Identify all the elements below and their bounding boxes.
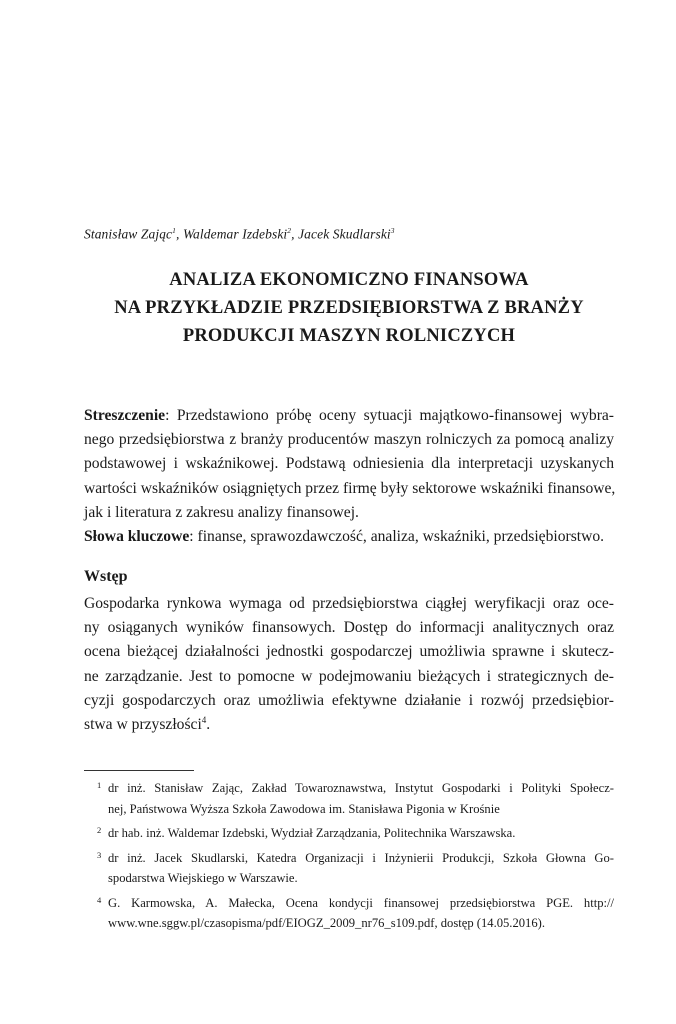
intro-line: ne zarządzanie. Jest to pomocne w podejmowaniu bieżących i strategicznych de- [84, 667, 614, 685]
intro-text: . [206, 716, 211, 734]
footnote-line: spodarstwa Wiejskiego w Warszawie. [108, 871, 298, 885]
section-heading: Wstęp [84, 568, 128, 585]
footnote-marker: 1 [172, 226, 176, 235]
author-name: Jacek Skudlarski [298, 226, 391, 242]
footnote-line: nej, Państwowa Wyższa Szkoła Zawodowa im. Stanisława Pigonia w Krośnie [108, 801, 500, 816]
footnotes [84, 778, 614, 938]
footnote [84, 848, 614, 889]
title-line: ANALIZA EKONOMICZNO FINANSOWA [169, 270, 529, 290]
intro-line: cyzji gospodarczych oraz umożliwia efektywne działanie i rozwój przedsiębior- [84, 691, 614, 709]
abstract-line: nego przedsiębiorstwa z branży producentów maszyn rolniczych za pomocą analizy [84, 431, 614, 449]
abstract-line: wartości wskaźników osiągniętych przez firmę były sektorowe wskaźniki finansowe, [84, 479, 616, 497]
footnote-line: dr hab. inż. Waldemar Izdebski, Wydział Zarządzania, Politechnika Warszawska. [108, 826, 516, 840]
footnote-number: 2 [97, 825, 102, 835]
footnote-line: www.wne.sggw.pl/czasopisma/pdf/EIOGZ_2009_nr76_s109.pdf, dostęp (14.05.2016). [108, 916, 545, 930]
footnote-line: dr inż. Jacek Skudlarski, Katedra Organizacji i Inżynierii Produkcji, Szkoła Głowna Go- [108, 850, 614, 865]
intro-line [84, 713, 614, 737]
footnote-line: dr inż. Stanisław Zając, Zakład Towaroznawstwa, Instytut Gospodarki i Polityki Społecz- [108, 781, 614, 795]
footnote [84, 778, 614, 819]
keywords-text: : finanse, sprawozdawczość, analiza, wskaźniki, przedsiębiorstwo. [189, 528, 605, 546]
intro-line: Gospodarka rynkowa wymaga od przedsiębiorstwa ciągłej weryfikacji oraz oce- [84, 595, 614, 612]
footnote [84, 893, 614, 934]
footnote-marker: 4 [201, 714, 207, 725]
intro-text: stwa w przyszłości [84, 716, 202, 734]
footnote-divider [84, 770, 194, 771]
footnote-line: G. Karmowska, A. Małecka, Ocena kondycji finansowej przedsiębiorstwa PGE. http:// [108, 895, 614, 910]
abstract-label: Streszczenie [84, 407, 166, 424]
separator: , [176, 226, 183, 242]
separator: , [291, 226, 299, 242]
footnote [84, 823, 614, 844]
intro-line: ny osiąganych wyników finansowych. Dostęp do informacji analitycznych oraz [84, 619, 614, 637]
abstract-line [84, 404, 614, 428]
abstract-line: podstawowej i wskaźnikowej. Podstawą odniesienia dla interpretacji uzyskanych [84, 455, 614, 473]
title-line: NA PRZYKŁADZIE PRZEDSIĘBIORSTWA Z BRANŻY [114, 298, 584, 318]
title-line: PRODUKCJI MASZYN ROLNICZYCH [182, 326, 516, 346]
footnote-number: 3 [97, 849, 102, 860]
author-name: Stanisław Zając [84, 226, 173, 242]
footnote-number: 4 [97, 894, 102, 905]
paper-title [84, 266, 614, 350]
intro-paragraph [84, 592, 614, 737]
keywords-label: Słowa kluczowe [84, 528, 190, 546]
keywords-line [84, 525, 614, 549]
intro-line: ocena bieżącej działalności jednostki gospodarczej umożliwia sprawne i skutecz- [84, 643, 614, 661]
footnote-marker: 3 [390, 226, 395, 235]
abstract [84, 404, 614, 549]
footnote-marker: 2 [287, 226, 292, 235]
author-name: Waldemar Izdebski [182, 226, 288, 242]
authors-line [84, 226, 395, 243]
footnote-number: 1 [97, 780, 102, 790]
abstract-line: jak i literatura z zakresu analizy finansowej. [84, 503, 359, 521]
abstract-text: : Przedstawiono próbę oceny sytuacji majątkowo-finansowej wybra- [165, 407, 614, 424]
